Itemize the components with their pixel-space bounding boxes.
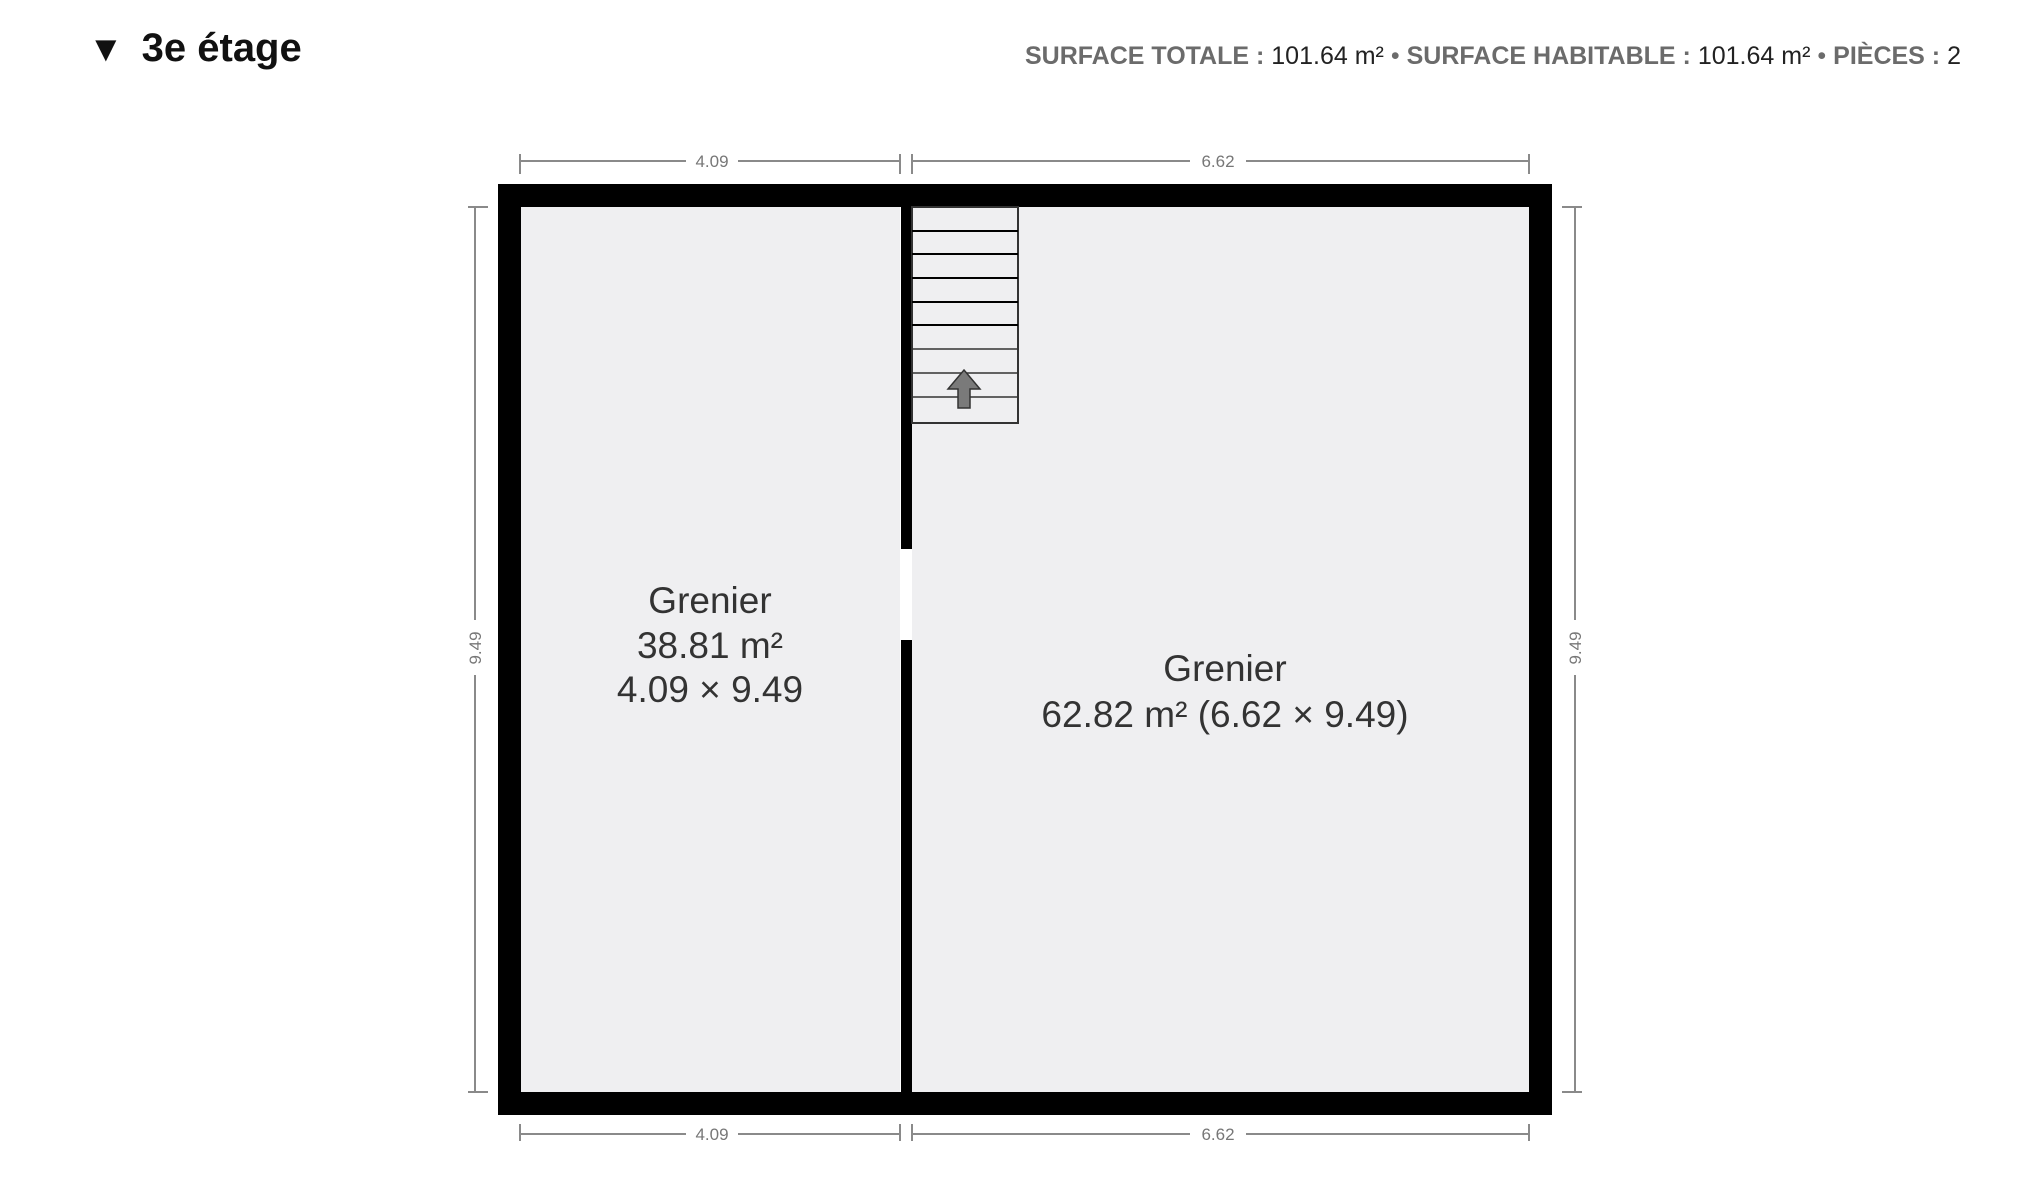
room-name-right: Grenier bbox=[1163, 648, 1287, 689]
stairs-icon[interactable] bbox=[912, 207, 1018, 423]
dimension-label-top-left: 4.09 bbox=[695, 152, 729, 171]
rooms-count-value: 2 bbox=[1947, 42, 1961, 70]
floor-title: 3e étage bbox=[141, 26, 302, 70]
wall-right bbox=[1529, 184, 1552, 1115]
wall-left bbox=[498, 184, 521, 1115]
wall-bottom bbox=[498, 1092, 1552, 1115]
summary-separator: • bbox=[1390, 42, 1400, 70]
dimension-label-top-right: 6.62 bbox=[1201, 152, 1235, 171]
interior-wall bbox=[901, 184, 912, 1115]
dimension-label-bottom-right: 6.62 bbox=[1201, 1125, 1235, 1144]
caret-down-icon[interactable]: ▼ bbox=[88, 27, 124, 69]
habitable-area-label: SURFACE HABITABLE : bbox=[1406, 42, 1691, 70]
partition-upper bbox=[901, 184, 912, 549]
total-area-value: 101.64 m² bbox=[1271, 42, 1384, 70]
habitable-area-value: 101.64 m² bbox=[1697, 42, 1811, 70]
room-area-left: 38.81 m² bbox=[636, 625, 784, 666]
room-name-left: Grenier bbox=[648, 580, 772, 621]
dimension-label-right: 9.49 bbox=[1566, 631, 1585, 665]
partition-lower bbox=[901, 640, 912, 1115]
room-size-left: 4.09 × 9.49 bbox=[616, 669, 804, 710]
wall-top bbox=[498, 184, 1552, 207]
dimension-label-bottom-left: 4.09 bbox=[695, 1125, 729, 1144]
room-area-size-right: 62.82 m² (6.62 × 9.49) bbox=[1041, 694, 1409, 735]
rooms-count-label: PIÈCES : bbox=[1833, 42, 1941, 70]
total-area-label: SURFACE TOTALE : bbox=[1024, 42, 1265, 70]
dimension-label-left: 9.49 bbox=[466, 631, 485, 665]
summary-separator: • bbox=[1817, 42, 1827, 70]
